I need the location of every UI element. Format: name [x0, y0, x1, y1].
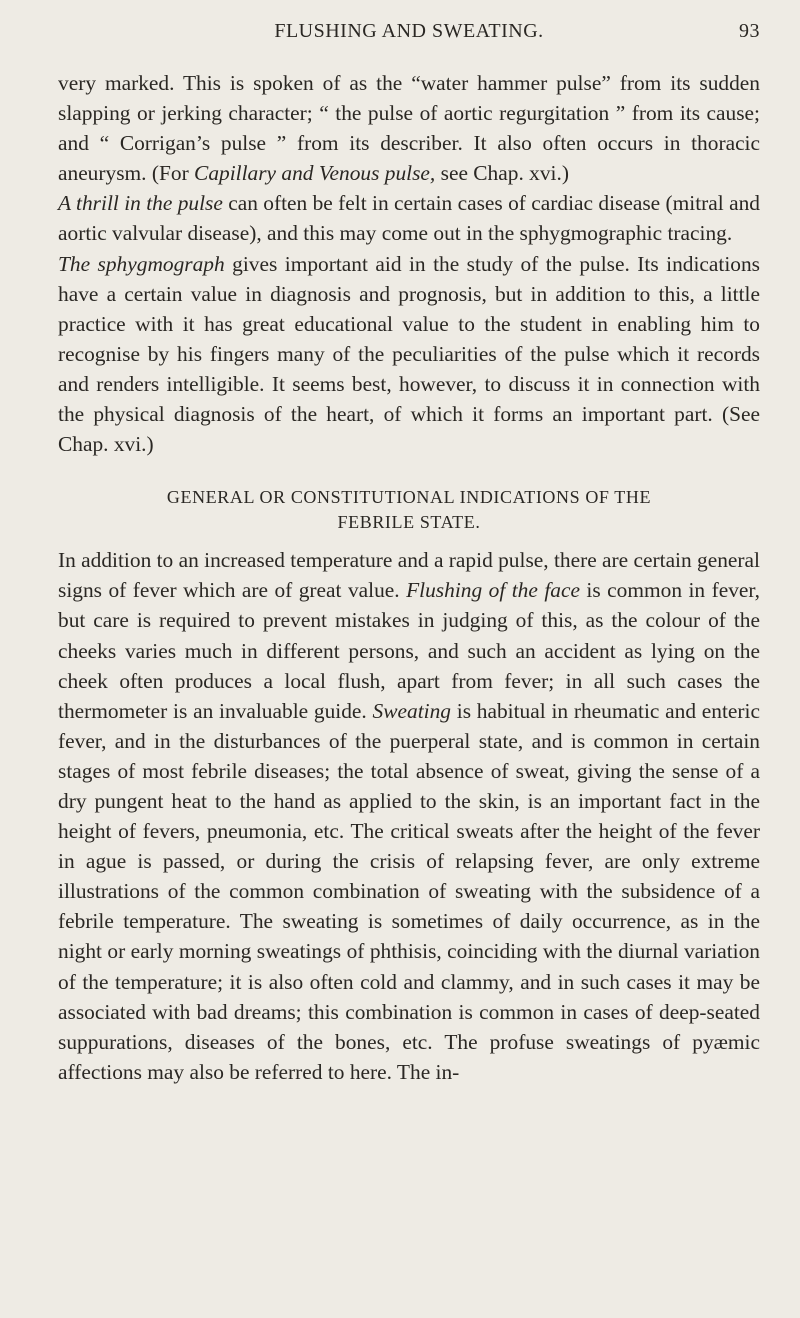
paragraph-sphygmograph	[58, 249, 760, 460]
paragraph-febrile-signs	[58, 545, 760, 1087]
paragraph-text: is habitual in rheumatic and enteric fever, and in the disturbances of the puerperal state, and is common in certain stages of most febrile diseases; the total absence of sweat, giving the sense of a dry pungent heat to the hand as applied to the skin, is an important fact in the height of fevers, pneumonia, etc. The critical sweats after the height of the fever in ague is passed, or during the crisis of relapsing fever, are only extreme illustrations of the common combination of sweating with the subsidence of a febrile temperature. The sweating is sometimes of daily occurrence, as in the night or early morning sweatings of phthisis, coinciding with the diurnal variation of the temperature; it is also often cold and clammy, and in such cases it may be associated with bad dreams; this combination is common in cases of deep-seated suppurations, diseases of the bones, etc. The profuse sweatings of pyæmic affections may also be referred to here. The in-	[58, 698, 760, 1084]
paragraph-text: see Chap. xvi.)	[435, 161, 569, 186]
italic-term: Sweating	[372, 698, 451, 723]
paragraph-text: In addition to an increased temperature and a rapid pulse, there are certain general signs of fever which are of great value.	[58, 548, 760, 603]
section-heading	[58, 485, 760, 535]
italic-term: Flushing of the face	[406, 578, 580, 603]
paragraph-text: is common in fever, but care is required to prevent mistakes in judging of this, as the colour of the cheeks varies much in different persons, and such an accident as lying on the cheek often produces a local flush, apart from fever; in all such cases the thermometer is an invaluable guide.	[58, 578, 761, 723]
paragraph-water-hammer-pulse	[58, 68, 760, 188]
paragraph-thrill-in-pulse	[58, 188, 760, 248]
running-title: FLUSHING AND SWEATING.	[274, 20, 544, 42]
page-number: 93	[739, 20, 760, 42]
section-heading-line: FEBRILE STATE.	[337, 512, 481, 533]
paragraph-text: very marked. This is spoken of as the “water hammer pulse” from its sudden slapping or jerking character; “ the pulse of aortic regurgitation ” from its cause; and “ Corrigan’s pulse ” from its describer. It also often occurs in thoracic aneurysm. (For	[58, 71, 760, 186]
running-head	[58, 20, 760, 50]
italic-term: A thrill in the pulse	[58, 191, 223, 216]
paragraph-text: can often be felt in certain cases of cardiac disease (mitral and aortic valvular disease), and this may come out in the sphygmographic tracing.	[58, 191, 760, 246]
body-text	[58, 68, 760, 1087]
italic-term: The sphygmograph	[58, 251, 225, 276]
italic-term: Capillary and Venous pulse,	[194, 161, 436, 186]
section-heading-line: GENERAL OR CONSTITUTIONAL INDICATIONS OF THE	[166, 487, 652, 508]
paragraph-text: gives important aid in the study of the pulse. Its indications have a certain value in diagnosis and prognosis, but in addition to this, a little practice with it has great educational value to the student in enabling him to recognise by his fingers many of the peculiarities of the pulse which it records and renders intelligible. It seems best, however, to discuss it in connection with the physical diagnosis of the heart, of which it forms an important part. (See Chap. xvi.)	[58, 251, 760, 457]
